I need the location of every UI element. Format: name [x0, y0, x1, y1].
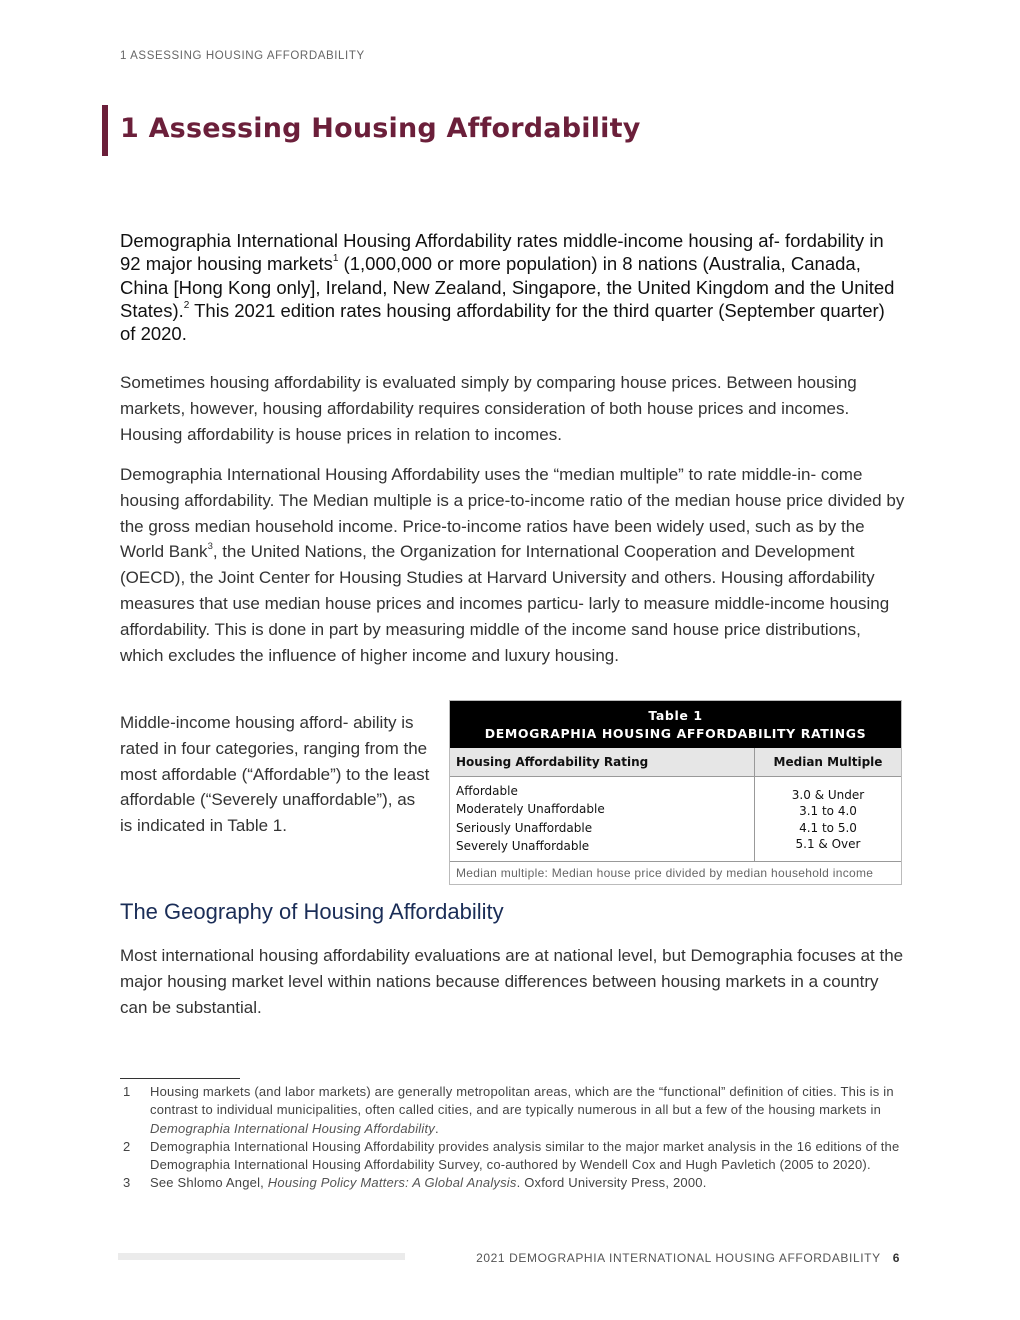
table-note: Median multiple: Median house price divided by median household income [456, 866, 874, 881]
body-paragraph-2-text-a: Demographia International Housing Affordability uses the “median multiple” to rate middle-in- come housing affordability. The Median multiple is a price-to-income ratio of the median house price divided by the gross median household income. Price-to-income ratios have been widely used, such as by the World Bank [120, 465, 905, 562]
footnote-2 [120, 1138, 905, 1175]
body-paragraph-3: Most international housing affordability evaluations are at national level, but Demographia focuses at the major housing market level within nations because differences between housing markets in a country can be substantial. [120, 946, 904, 1017]
column-header-rating: Housing Affordability Rating [450, 748, 755, 776]
lead-text-1: Demographia International Housing Affordability rates middle-income housing af- fordability in 92 major housing markets [120, 230, 884, 275]
rating-severely-unaffordable: Severely Unaffordable [456, 838, 590, 853]
body-paragraph-1: Sometimes housing affordability is evaluated simply by comparing house prices. Between housing markets, however, housing affordability requires consideration of both house prices and incomes. Housing affordability is house prices in relation to incomes. [120, 373, 857, 444]
ratings-table [449, 700, 902, 885]
table-title [450, 701, 901, 748]
footnote-ref-1[interactable]: 1 [332, 253, 339, 265]
footer-title: 2021 DEMOGRAPHIA INTERNATIONAL HOUSING AFFORDABILITY [476, 1251, 881, 1265]
footnote-tail: . [434, 1120, 439, 1136]
footer [476, 1251, 900, 1265]
footnote-divider [120, 1078, 240, 1079]
multiple-affordable: 3.0 & Under [791, 788, 865, 802]
rating-affordable: Affordable [456, 784, 518, 798]
footnote-body: Demographia International Housing Affordability provides analysis similar to the major market analysis in the 16 editions of the Demographia International Housing Affordability Survey, co-authored by Wendell Cox and Hugh Pavletich (2005 to 2020). [150, 1138, 900, 1173]
table-body [450, 777, 901, 862]
footnote-number: 1 [123, 1084, 131, 1099]
section-heading: The Geography of Housing Affordability [120, 899, 504, 924]
body-paragraph-2-text-b: , the United Nations, the Organization for International Cooperation and Development (OECD), the Joint Center for Housing Studies at Harvard University and others. Housing affordability measures that use median house prices and incomes particu- larly to measure middle-income housing affordability. This is done in part by measuring middle of the income sand house price distributions, which excludes the influence of higher income and luxury housing. [120, 542, 890, 665]
lead-text-3: This 2021 edition rates housing affordability for the third quarter (September quarter) of 2020. [120, 299, 885, 345]
footer-bar [118, 1253, 405, 1260]
multiple-cell [755, 777, 901, 861]
page-number: 6 [892, 1251, 900, 1265]
ratings-intro-paragraph: Middle-income housing afford- ability is rated in four categories, ranging from the most affordable (“Affordable”) to the least affordable (“Severely unaffordable”), as is indicated in Table 1. [120, 713, 430, 836]
footnote-body: See Shlomo Angel, [150, 1175, 268, 1191]
table-title-number: Table 1 [648, 708, 703, 723]
footnote-text [150, 1083, 905, 1138]
table-title-caption: DEMOGRAPHIA HOUSING AFFORDABILITY RATINGS [484, 726, 867, 741]
footnote-tail: . Oxford University Press, 2000. [516, 1175, 707, 1191]
footnote-ref-3[interactable]: 3 [207, 541, 213, 553]
footnote-ref-2[interactable]: 2 [183, 299, 190, 311]
multiple-seriously-unaffordable: 4.1 to 5.0 [799, 820, 857, 835]
table-column-headers [450, 748, 901, 777]
footnote-body: Housing markets (and labor markets) are generally metropolitan areas, which are the “functional” definition of cities. This is in contrast to individual municipalities, often called cities, and are typically numerous in all but a few of the housing markets in [150, 1084, 894, 1118]
rating-moderately-unaffordable: Moderately Unaffordable [456, 802, 605, 817]
lead-paragraph [120, 229, 905, 345]
body-paragraph-2 [120, 462, 905, 668]
footnote-text [150, 1138, 905, 1175]
rating-seriously-unaffordable: Seriously Unaffordable [456, 820, 593, 835]
footnote-citation: Housing Policy Matters: A Global Analysis [267, 1175, 517, 1191]
lead-text-2: (1,000,000 or more population) in 8 nations (Australia, Canada, China [Hong Kong only], Ireland, New Zealand, Singapore, the United Kingdom and the United States). [120, 253, 895, 321]
footnote-3 [120, 1174, 905, 1192]
rating-cell [450, 777, 755, 861]
running-head: 1 ASSESSING HOUSING AFFORDABILITY [120, 50, 365, 62]
multiple-moderately-unaffordable: 3.1 to 4.0 [799, 804, 857, 819]
footnotes [120, 1083, 905, 1193]
footnote-number: 3 [123, 1175, 131, 1191]
footnote-1 [120, 1083, 905, 1138]
footnote-number: 2 [123, 1138, 131, 1154]
footnote-text [150, 1174, 905, 1192]
multiple-severely-unaffordable: 5.1 & Over [795, 836, 861, 851]
chapter-accent-bar [102, 105, 108, 156]
column-header-multiple: Median Multiple [773, 755, 883, 769]
footnote-citation: Demographia International Housing Affordability [150, 1120, 435, 1136]
chapter-title: 1 Assessing Housing Affordability [120, 113, 641, 144]
